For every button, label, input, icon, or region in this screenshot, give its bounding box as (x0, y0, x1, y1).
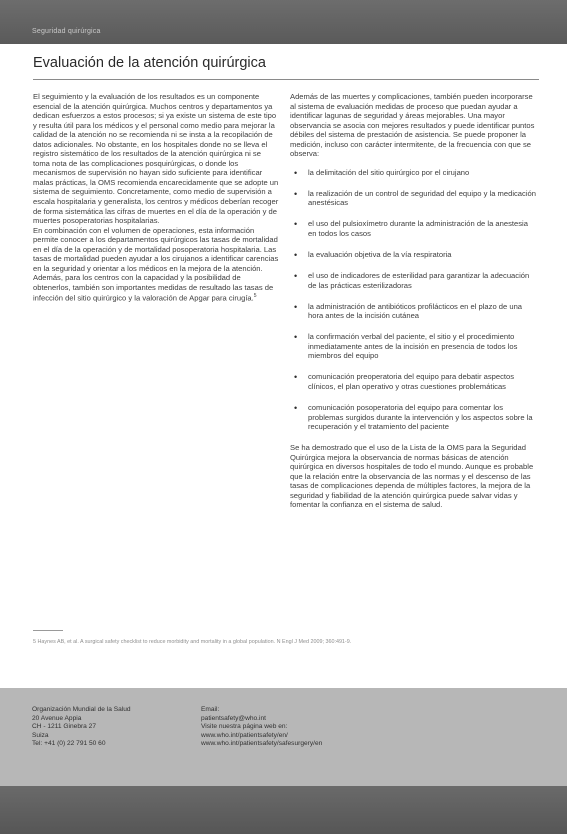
list-item-text: el uso de indicadores de esterilidad para garantizar la adecuación de las prácticas esterilizadoras (308, 271, 530, 290)
page-title: Evaluación de la atención quirúrgica (33, 55, 266, 71)
footnote-divider (33, 630, 63, 631)
list-item (290, 332, 536, 361)
bullet-icon: • (294, 403, 298, 414)
header-band (0, 0, 567, 44)
list-item-text: comunicación posoperatoria del equipo para comentar los problemas surgidos durante la intervención y los aspectos sobre la recuperación y el tratamiento del paciente (308, 403, 533, 432)
list-item (290, 302, 536, 321)
body-paragraph: El seguimiento y la evaluación de los resultados es un componente esencial de la atención quirúrgica. Muchos centros y departamentos ya dedican esfuerzos a estos procesos; si ya existe un sistema de este tipo y resulta útil para los médicos y el personal como medio para mejorar la calidad de la atención no se recomienda ni se insta a la recopilación de datos adicionales. No obstante, en los hospitales donde no se lleva el registro sistemático de los resultados de la atención quirúrgica ni se toma nota de las complicaciones posquirúrgicas, o donde los mecanismos de supervisión no hayan sido suficiente para identificar malas prácticas, la OMS recomienda encarecidamente que se adopte un sistema de seguimiento. Concretamente, como medio de supervisión a escala hospitalaria y generalista, los centros y médicos deberían recoger de forma sistemática las cifras de muertes en el día de la operación y de muertes posoperatorias hospitalarias. (33, 92, 279, 226)
footnote: 5 Haynes AB, et al. A surgical safety checklist to reduce morbidity and mortality in a global population. N Engl J Med 2009; 360:491-9. (33, 639, 352, 645)
list-item-text: la administración de antibióticos profilácticos en el plazo de una hora antes de la incisión cutánea (308, 301, 523, 321)
list-item-text: comunicación preoperatoria del equipo para debatir aspectos clínicos, el plan operativo y otras cuestiones problemáticas (308, 372, 515, 391)
list-item (290, 271, 536, 290)
bullet-icon: • (294, 188, 298, 199)
list-item (290, 372, 536, 391)
title-divider (33, 79, 539, 80)
contact-band (0, 688, 567, 786)
contact-address (32, 706, 192, 749)
bullet-icon: • (294, 301, 298, 312)
bullet-icon: • (294, 167, 298, 178)
left-column (33, 92, 279, 304)
bullet-list (290, 168, 536, 432)
email-label: Email: (201, 706, 220, 713)
running-title: Seguridad quirúrgica (32, 28, 101, 35)
list-item-text: la confirmación verbal del paciente, el sitio y el procedimiento inmediatamente antes de la incisión en presencia de todos los miembros del equipo (308, 332, 518, 361)
right-column (290, 92, 536, 510)
list-item (290, 250, 536, 260)
bullet-icon: • (294, 372, 298, 383)
list-item (290, 219, 536, 238)
list-item-text: la evaluación objetiva de la vía respiratoria (308, 250, 452, 260)
bullet-icon: • (294, 219, 298, 230)
contact-web (201, 706, 401, 749)
web-link[interactable]: www.who.int/patientsafety/en/ (201, 731, 288, 739)
bullet-icon: • (294, 271, 298, 282)
phone-line: Tel: +41 (0) 22 791 50 60 (32, 740, 106, 748)
closing-paragraph: Se ha demostrado que el uso de la Lista de la OMS para la Seguridad Quirúrgica mejora la observancia de normas básicas de atención quirúrgica en diversos hospitales de todo el mundo. Aunque es probable que la relación entre la observancia de las normas y el descenso de las tasas de complicaciones dependa de múltiples factores, la mejora de la seguridad y fiabilidad de la atención quirúrgica puede salvar vidas y fomentar la confianza en el sistema de salud. (290, 443, 534, 510)
body-paragraph (33, 226, 279, 304)
footnote-marker: 5 (253, 293, 257, 300)
list-item-text: el uso del pulsioxímetro durante la administración de la anestesia en todos los casos (308, 219, 528, 239)
list-item-text: la delimitación del sitio quirúrgico por el cirujano (308, 167, 470, 177)
bullet-icon: • (294, 250, 298, 261)
email-link[interactable]: patientsafety@who.int (201, 714, 266, 722)
address-line: Organización Mundial de la Salud (32, 706, 131, 713)
list-item-text: la realización de un control de seguridad del equipo y la medicación anestésicas (308, 188, 536, 208)
body-text: En combinación con el volumen de operaciones, esta información permite conocer a los departamentos quirúrgicos las tasas de mortalidad en el día de la operación y de mortalidad posoperatoria hospitalaria. Las tasas de mortalidad pueden ayudar a los cirujanos a identificar carencias en la seguridad y orientar a los médicos en la mejora de la atención. Además, para los centros con la capacidad y la posibilidad de obtenerlos, también son importantes medidas de resultado las tasas de infección del sitio quirúrgico y la valoración de Apgar para cirugía. (33, 225, 279, 304)
list-item (290, 403, 536, 432)
web-link[interactable]: www.who.int/patientsafety/safesurgery/en (201, 740, 323, 748)
web-label: Visite nuestra página web en: (201, 723, 288, 731)
address-line: CH - 1211 Ginebra 27 (32, 723, 97, 731)
address-line: 20 Avenue Appia (32, 714, 82, 722)
intro-paragraph: Además de las muertes y complicaciones, también pueden incorporarse al sistema de evaluación medidas de proceso que puedan ayudar a identificar lagunas de seguridad y áreas mejorables. Una mayor observancia se asocia con mejores resultados y puede identificar puntos débiles del sistema de prestación de asistencia. Se puede proponer la medición, incluso con carácter intermitente, de la frecuencia con que se observa: (290, 92, 535, 159)
address-line: Suiza (32, 731, 49, 739)
footer-band (0, 786, 567, 834)
list-item (290, 168, 536, 178)
bullet-icon: • (294, 332, 298, 343)
list-item (290, 189, 536, 208)
